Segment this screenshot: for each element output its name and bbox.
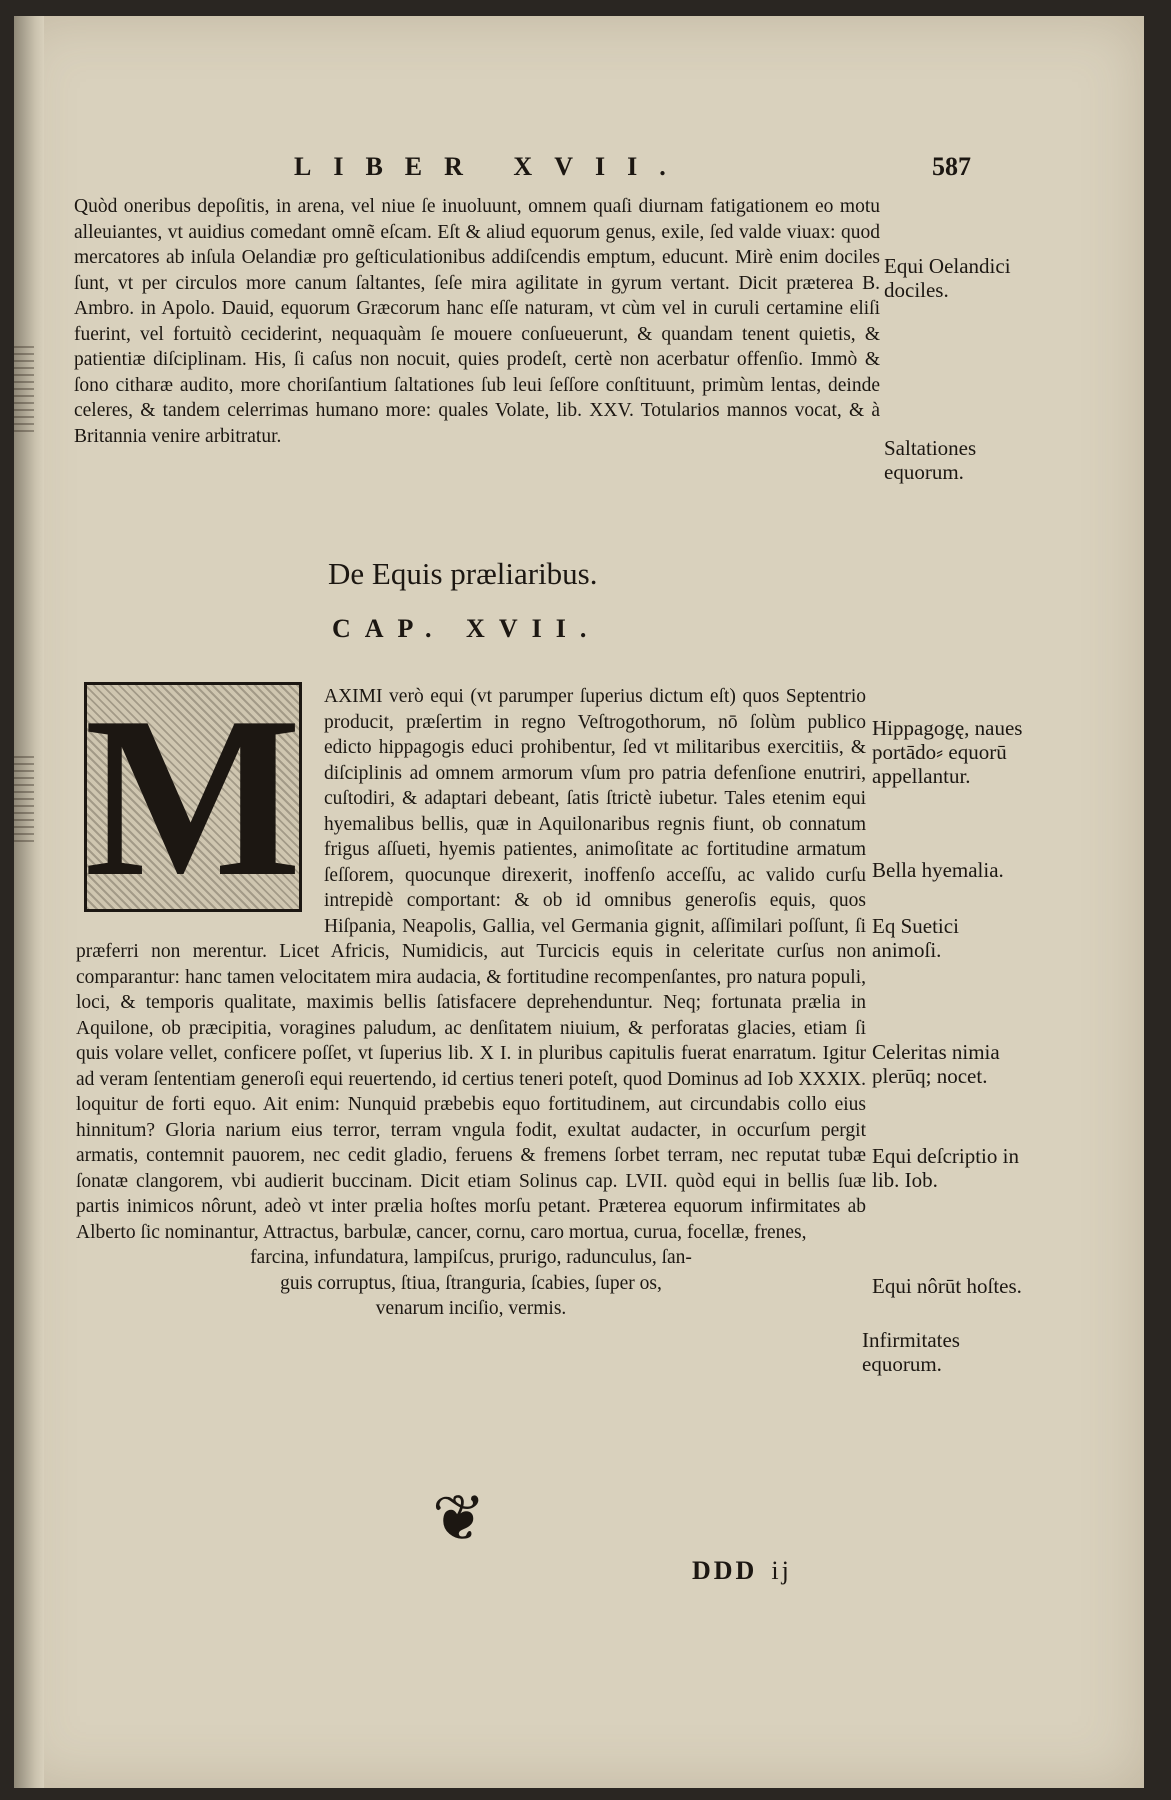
margin-note-oelandici: Equi Oelandici dociles. — [884, 254, 1011, 302]
margin-note-suetici: Eq Suetici animoſi. — [872, 914, 959, 962]
fleuron-ornament: ❦ — [432, 1483, 486, 1554]
body-paragraph-2 — [76, 669, 866, 1322]
signature-number: ij — [771, 1556, 792, 1585]
margin-note-iob: Equi deſcriptio in lib. Iob. — [872, 1144, 1019, 1192]
initial-letter: M — [84, 669, 302, 924]
binding-gutter — [14, 16, 44, 1788]
margin-note-infirmitates: Infirmitates equorum. — [862, 1328, 960, 1376]
margin-note-bella: Bella hyemalia. — [872, 858, 1004, 882]
margin-note-hippagoge: Hippagogę, naues portādo⸗ equorū appellantur. — [872, 716, 1023, 788]
chapter-number: CAP. XVII. — [332, 614, 601, 643]
facing-page-edge — [14, 346, 34, 436]
signature-letters: DDD — [692, 1556, 758, 1585]
facing-page-edge — [14, 756, 34, 846]
page-number: 587 — [932, 152, 971, 181]
chapter-title: De Equis præliaribus. — [328, 556, 598, 591]
body-paragraph-1 — [74, 194, 880, 449]
book-page — [14, 16, 1144, 1788]
initial-space — [76, 669, 324, 924]
tail-line-2: guis corruptus, ſtiua, ſtranguria, ſcabies, ſuper os, — [280, 1272, 662, 1294]
paragraph-text: Quòd oneribus depoſitis, in arena, vel niue ſe inuoluunt, omnem quaſi diurnam fatigationem eo motu alleuiantes, vt auidius comedant omnẽ eſcam. Eſt & aliud equorum genus, exile, ſed valde viuax: quod mercatores ab inſula Oelandiæ pro geſticulationibus addiſcendis emptum, educunt. Mirè enim dociles ſunt, vt per circulos more canum ſaltantes, ſeſe mira agilitate in gyrum vertant. Dicit præterea B. Ambro. in Apolo. Dauid, equorum Græcorum hanc eſſe naturam, vt cùm vel in curuli certamine eliſi fuerint, vel fortuitò ceciderint, nequaquàm ſe mouere conſueuerunt, & quandam tenent quietis, & patientiæ diſciplinam. His, ſi caſus non nocuit, quies prodeſt, certè non acerbatur offenſio. Immò & ſono citharæ audito, more choriſantium ſaltationes ſub leui ſeſſore conſtituunt, primùm lentas, deinde celeres, & tandem celerrimas humano more: quales Volate, lib. XXV. Totularios mannos vocat, & à Britannia venire arbitratur. — [74, 196, 880, 447]
margin-note-hostes: Equi nôrūt hoſtes. — [872, 1274, 1022, 1298]
tail-line-1: farcina, infundatura, lampiſcus, prurigo, radunculus, ſan- — [250, 1247, 692, 1268]
margin-note-saltationes: Saltationes equorum. — [884, 436, 977, 484]
running-head: LIBER XVII. — [294, 152, 688, 181]
margin-note-celeritas: Celeritas nimia plerūq; nocet. — [872, 1040, 1000, 1088]
signature-mark — [692, 1556, 792, 1586]
tail-line-3: venarum inciſio, vermis. — [375, 1298, 567, 1319]
paragraph-text: AXIMI verò equi (vt parumper ſuperius dictum eſt) quos Septentrio producit, præſertim in regno Veſtrogothorum, nō ſolùm publico edicto hippagogis educi prohibentur, ſed vt militaribus exercitiis, & diſciplinis ad omnem armorum vſum pro patria defenſione enutriri, cuſtodiri, & adaptari debeant, ſatis ſtrictè iubetur. Tales etenim equi hyemalibus bellis, quæ in Aquilonaribus regnis fiunt, ob connatum frigus aſſueti, hyemis patientes, animoſitate ac fortitudine armatum ſeſſorem, quocunque direxerit, inoffenſo acceſſu, ac valido curſu intrepidè comportant: & ob id omnibus generoſis equis, quos Hiſpania, Neapolis, Gallia, vel Germania gignit, aſſimilari poſſunt, ſi præferri non merentur. Licet Africis, Numidicis, aut Turcicis equis in celeritate curſus non comparantur: hanc tamen velocitatem mira audacia, & fortitudine recompenſantes, pro natura populi, loci, & temporis qualitate, maximis bellis ſatisfacere deprehenduntur. Neq; fortunata prælia in Aquilone, ob præcipitia, voragines paludum, ac denſitatem niuium, & perforatas glacies, etiam ſi quis volare vellet, conficere poſſet, vt ſuperius lib. X I. in pluribus capitulis fuerat enarratum. Igitur ad veram ſententiam generoſi equi reuertendo, id certius teneri poteſt, quod Dominus ad Iob XXXIX. loquitur de forti equo. Ait enim: Nunquid præbebis equo fortitudinem, aut circundabis collo eius hinnitum? Gloria narium eius terror, terram vngula fodit, exultat audacter, in occurſum pergit armatis, contemnit pauorem, nec cedit gladio, feruens & fremens ſorbet terram, nec reputat tubæ ſonatæ clangorem, vbi audierit buccinam. Dicit etiam Solinus cap. LVII. quòd equi in bellis ſuæ partis inimicos nôrunt, adeò vt inter prælia hoſtes morſu petant. Præterea equorum infirmitates ab Alberto ſic nominantur, Attractus, barbulæ, cancer, cornu, caro mortua, curua, focellæ, frenes, — [76, 686, 866, 1243]
